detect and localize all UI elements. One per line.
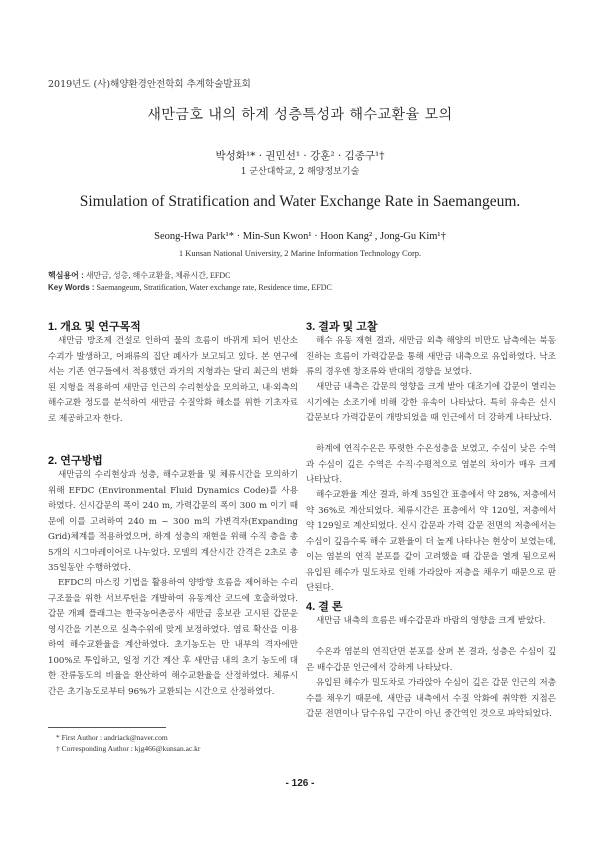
section-4-paragraph-2: 수온과 염분의 연직단면 분포를 살펴 본 결과, 성층은 수심이 깊은 배수갑문 인근에서 강하게 나타났다. xyxy=(306,647,556,673)
conference-header: 2019년도 (사)해양환경안전학회 추계학술발표회 xyxy=(48,79,251,90)
footnote-first-author: * First Author : andriack@naver.com xyxy=(56,733,168,742)
section-4-paragraph-3: 유입된 해수가 밀도차로 가라앉아 수심이 깊은 갑문 인근의 저층수를 채우기 때문에, 새만금 내측에서 수질 악화에 취약한 지점은 갑문 전면이나 담수유입 구간이 아닌 중간역인 것으로 파악되었다. xyxy=(306,678,556,719)
affiliation-english: 1 Kunsan National University, 2 Marine Information Technology Corp. xyxy=(178,248,422,258)
section-2-paragraph-1: 새만금의 수리현상과 성층, 해수교환율 및 체류시간을 모의하기 위해 EFDC (Environmental Fluid Dynamics Code)를 사용하였다. 신시갑문의 폭이 240 m, 가력갑문의 폭이 300 m 이기 때문에 이를 고려하여 240 m ~ 300 m의 가변격자(Expanding Grid)체계를 적용하였으며, 하계 성층의 재현을 위해 수직 층을 총 5개의 시그마레이어로 나누었다. 모델의 계산시간 간격은 2초로 총 35일동안 수행하였다. xyxy=(48,470,298,573)
keywords-korean xyxy=(48,270,230,281)
section-4-paragraph-1: 새만금 내측의 흐름은 배수갑문과 바람의 영향을 크게 받았다. xyxy=(316,616,546,626)
section-2-title: 2. 연구방법 xyxy=(48,455,103,467)
section-4-title: 4. 결 론 xyxy=(306,601,343,613)
section-3-paragraph-3: 하계에 연직수온은 뚜렷한 수온성층을 보였고, 수심이 낮은 수역과 수심이 깊은 수역은 수직·수평적으로 염분의 차이가 매우 크게 나타났다. xyxy=(306,444,556,485)
authors-korean: 박성화¹* · 권민선¹ · 강훈² · 김종구¹† xyxy=(215,150,385,162)
keywords-english-label: Key Words : xyxy=(48,283,95,292)
keywords-english xyxy=(48,283,332,292)
keywords-english-text: Saemangeum, Stratification, Water exchange rate, Residence time, EFDC xyxy=(94,283,332,292)
section-3-title: 3. 결과 및 고찰 xyxy=(306,321,378,333)
title-english: Simulation of Stratification and Water Exchange Rate in Saemangeum. xyxy=(79,193,521,210)
affiliation-korean: 1 군산대학교, 2 해양정보기술 xyxy=(240,167,360,177)
section-1-title: 1. 개요 및 연구목적 xyxy=(48,321,141,333)
page-number: - 126 - xyxy=(285,778,315,789)
footnote-corresponding-author: † Corresponding Author : kjg466@kunsan.ac.kr xyxy=(56,744,201,753)
title-korean: 새만금호 내의 하계 성층특성과 해수교환율 모의 xyxy=(147,107,453,123)
section-2-paragraph-2: EFDC의 마스킹 기법을 활용하여 양방향 흐름을 제어하는 수리구조물을 위한 서브루틴을 개발하여 유동계산 코드에 호출하였다. 갑문 개폐 플래그는 한국농어촌공사 새만금 홍보관 고시된 갑문운영시간을 기본으로 실측수위에 맞게 보정하였다. 염료 확산을 이용하여 해수교환율을 계산하였다. 초기농도는 만 내부의 격자에만 100%로 투입하고, 일정 기간 계산 후 새만금 내의 초기 농도에 대한 잔류동도의 비율을 환산하여 해수교환율을 산정하였다. 체류시간은 초기농도로부터 96%가 교환되는 시간으로 산정하였다. xyxy=(48,578,298,697)
authors-english: Seong-Hwa Park¹* · Min-Sun Kwon¹ · Hoon Kang² , Jong-Gu Kim¹† xyxy=(154,231,446,242)
footnote-divider xyxy=(48,727,166,728)
section-3-paragraph-1: 해수 유동 재현 결과, 새만금 외측 해양의 비만도 남측에는 북동진하는 흐름이 가력갑문을 통해 새만금 내측으로 유입하였다. 낙조류의 경우엔 창조류와 반대의 경향을 보였다. xyxy=(306,336,556,377)
keywords-korean-text: 새만금, 성층, 해수교환율, 체류시간, EFDC xyxy=(83,271,231,280)
section-3-paragraph-4: 해수교환율 계산 결과, 하계 35일간 표층에서 약 28%, 저층에서 약 36%로 계산되었다. 체류시간은 표층에서 약 120일, 저층에서 약 129일로 계산되었다. 신시 갑문과 가력 갑문 전면의 저층에서는 수심이 깊음수록 해수 교환율이 더 높게 나타나는 현상이 보였는데, 이는 염분의 연직 분포를 같이 고려했을 때 갑문을 열게 됨으로써 유입된 해수가 밀도차로 인해 가라앉아 저층을 채우기 때문으로 판단된다. xyxy=(306,490,556,593)
section-3-paragraph-2: 새만금 내측은 갑문의 영향을 크게 받아 대조기에 갑문이 열리는 시기에는 소조기에 비해 강한 유속이 나타났다. 특히 유속은 신시 갑문보다 가력갑문이 개방되었을 때 인근에서 더 강하게 나타났다. xyxy=(306,382,556,423)
section-1-paragraph: 새만금 방조제 건설로 인하여 물의 흐름이 바뀌게 되어 빈산소 수괴가 발생하고, 어패류의 집단 폐사가 보고되고 있다. 본 연구에서는 기존 연구들에서 적용했던 과거의 지형과는 달리 최근의 변화된 지형을 적용하여 새만금 인근의 수리현상을 모의하고, 내·외측의 해수교환 정도를 분석하여 새만금 수질악화 해소를 위한 기초자료로 제공하고자 한다. xyxy=(48,336,298,424)
keywords-korean-label: 핵심용어 : xyxy=(48,271,84,280)
